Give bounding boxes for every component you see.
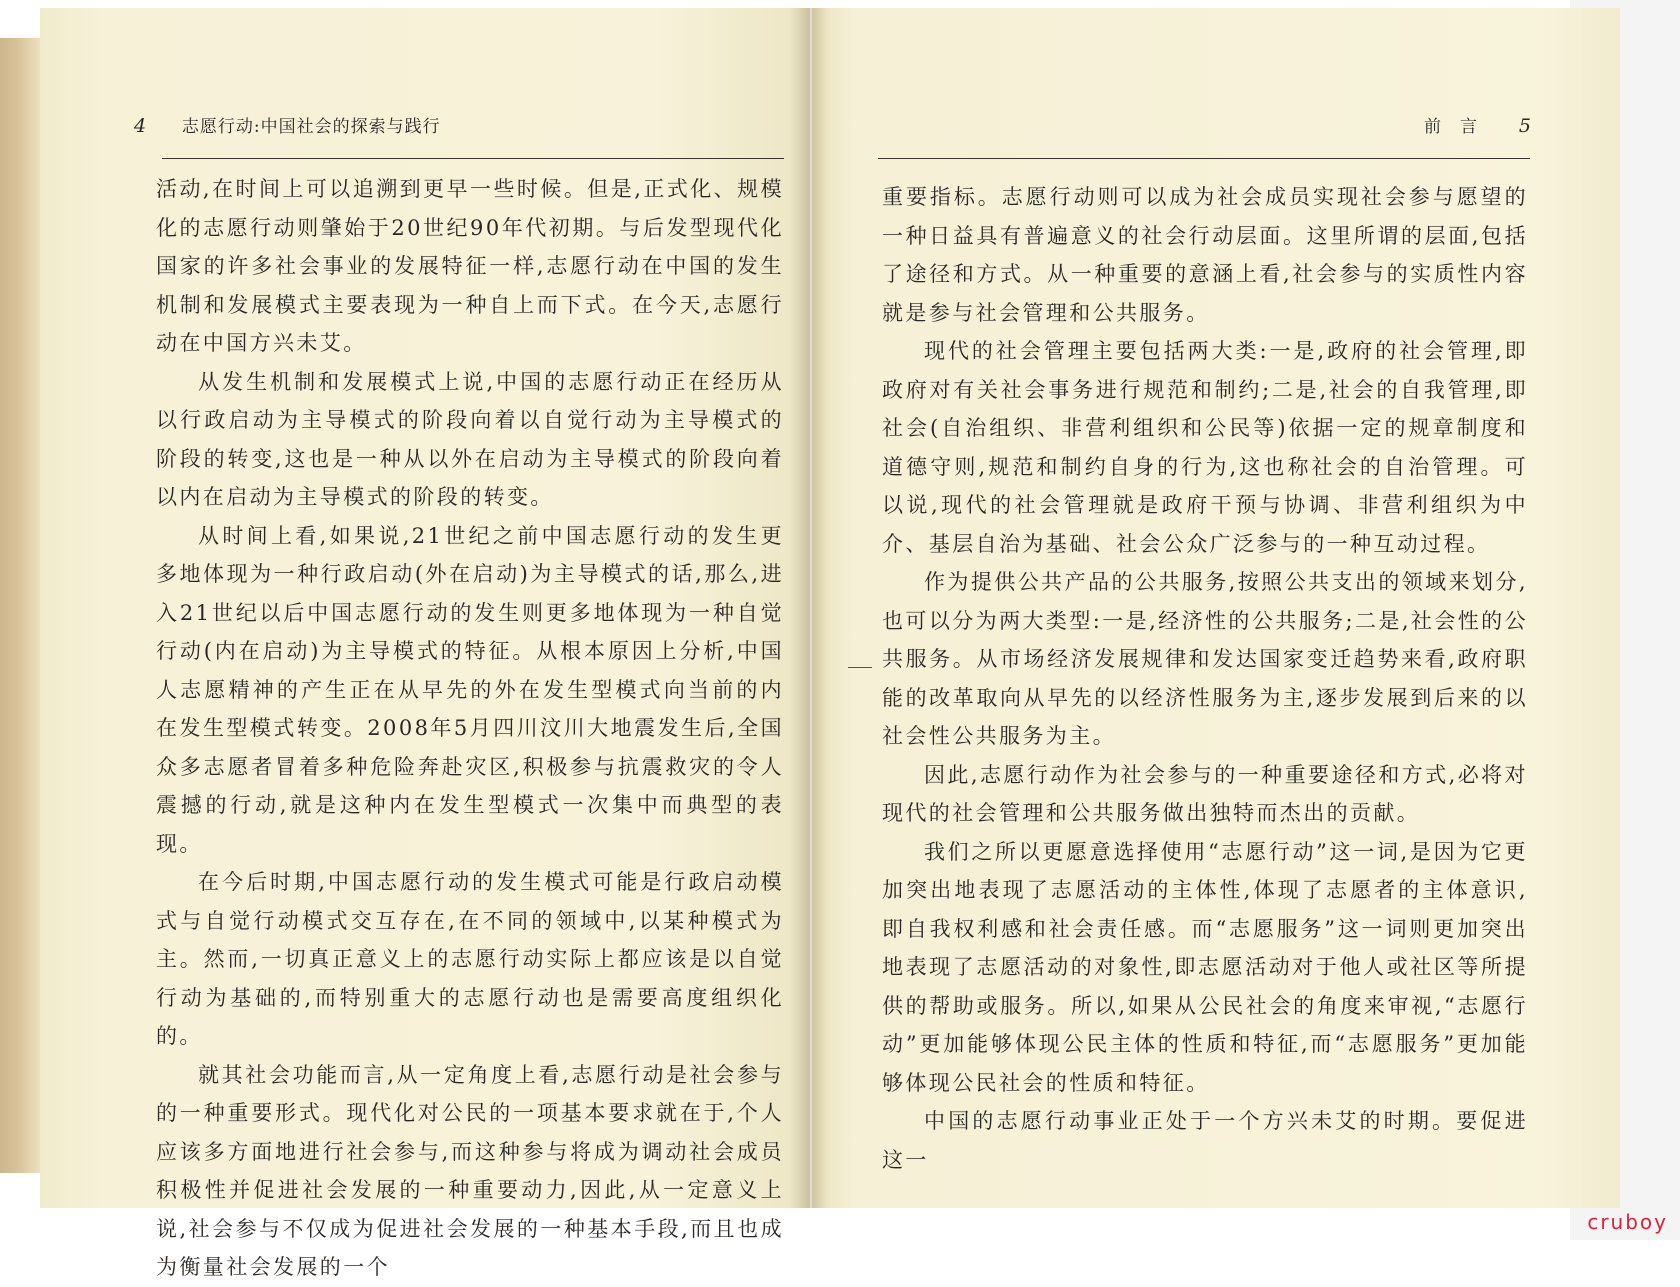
book-page-edges [0,38,43,1173]
paragraph: 现代的社会管理主要包括两大类:一是,政府的社会管理,即政府对有关社会事务进行规范和制约;二是,社会的自我管理,即社会(自治组织、非营利组织和公民等)依据一定的规章制度和道德守则,规范和制约自身的行为,这也称社会的自治管理。可以说,现代的社会管理就是政府干预与协调、非营利组织为中介、基层自治为基础、社会公众广泛参与的一种互动过程。 [882,339,1528,556]
right-running-title: 前 言 [1424,117,1478,137]
right-page-body [882,178,1528,1179]
paragraph: 重要指标。志愿行动则可以成为社会成员实现社会参与愿望的一种日益具有普遍意义的社会行动层面。这里所谓的层面,包括了途径和方式。从一种重要的意涵上看,社会参与的实质性内容就是参与社会管理和公共服务。 [882,185,1528,325]
paragraph: 作为提供公共产品的公共服务,按照公共支出的领域来划分,也可以分为两大类型:一是,经济性的公共服务;二是,社会性的公共服务。从市场经济发展规律和发达国家变迁趋势来看,政府职能的改革取向从早先的以经济性服务为主,逐步发展到后来的以社会性公共服务为主。 [882,570,1528,748]
margin-mark [848,667,872,668]
paragraph: 从发生机制和发展模式上说,中国的志愿行动正在经历从以行政启动为主导模式的阶段向着以自觉行动为主导模式的阶段的转变,这也是一种从以外在启动为主导模式的阶段向着以内在启动为主导模式的阶段的转变。 [156,369,784,509]
right-header-rule [878,158,1530,159]
book-gutter [790,8,828,1208]
paragraph: 在今后时期,中国志愿行动的发生模式可能是行政启动模式与自觉行动模式交互存在,在不同的领域中,以某种模式为主。然而,一切真正意义上的志愿行动实际上都应该是以自觉行动为基础的,而特别重大的志愿行动也是需要高度组织化的。 [156,870,784,1048]
paragraph: 中国的志愿行动事业正处于一个方兴未艾的时期。要促进这一 [882,1109,1528,1172]
paragraph: 因此,志愿行动作为社会参与的一种重要途径和方式,必将对现代的社会管理和公共服务做出独特而杰出的贡献。 [882,762,1528,825]
left-running-title: 志愿行动:中国社会的探索与践行 [181,117,441,137]
right-page-number: 5 [1518,115,1532,137]
paragraph: 我们之所以更愿意选择使用“志愿行动”这一词,是因为它更加突出地表现了志愿活动的主体性,体现了志愿者的主体意识,即自我权利感和社会责任感。而“志愿服务”这一词则更加突出地表现了志愿活动的对象性,即志愿活动对于他人或社区等所提供的帮助或服务。所以,如果从公民社会的角度来审视,“志愿行动”更加能够体现公民主体的性质和特征,而“志愿服务”更加能够体现公民社会的性质和特征。 [882,839,1528,1095]
paragraph: 就其社会功能而言,从一定角度上看,志愿行动是社会参与的一种重要形式。现代化对公民的一项基本要求就在于,个人应该多方面地进行社会参与,而这种参与将成为调动社会成员积极性并促进社会发展的一种重要动力,因此,从一定意义上说,社会参与不仅成为促进社会发展的一种基本手段,而且也成为衡量社会发展的一个 [156,1062,784,1279]
right-page-header [1424,112,1532,137]
scan-watermark: cruboy [1587,1210,1668,1234]
left-header-rule [162,158,784,159]
left-page-header [134,112,441,137]
left-page-body [156,170,784,1287]
paragraph: 从时间上看,如果说,21世纪之前中国志愿行动的发生更多地体现为一种行政启动(外在启动)为主导模式的话,那么,进入21世纪以后中国志愿行动的发生则更多地体现为一种自觉行动(内在启动)为主导模式的特征。从根本原因上分析,中国人志愿精神的产生正在从早先的外在发生型模式向当前的内在发生型模式转变。2008年5月四川汶川大地震发生后,全国众多志愿者冒着多种危险奔赴灾区,积极参与抗震救灾的令人震撼的行动,就是这种内在发生型模式一次集中而典型的表现。 [156,523,784,856]
paragraph: 活动,在时间上可以追溯到更早一些时候。但是,正式化、规模化的志愿行动则肇始于20世纪90年代初期。与后发型现代化国家的许多社会事业的发展特征一样,志愿行动在中国的发生机制和发展模式主要表现为一种自上而下式。在今天,志愿行动在中国方兴未艾。 [156,177,784,355]
left-page-number: 4 [134,115,148,137]
